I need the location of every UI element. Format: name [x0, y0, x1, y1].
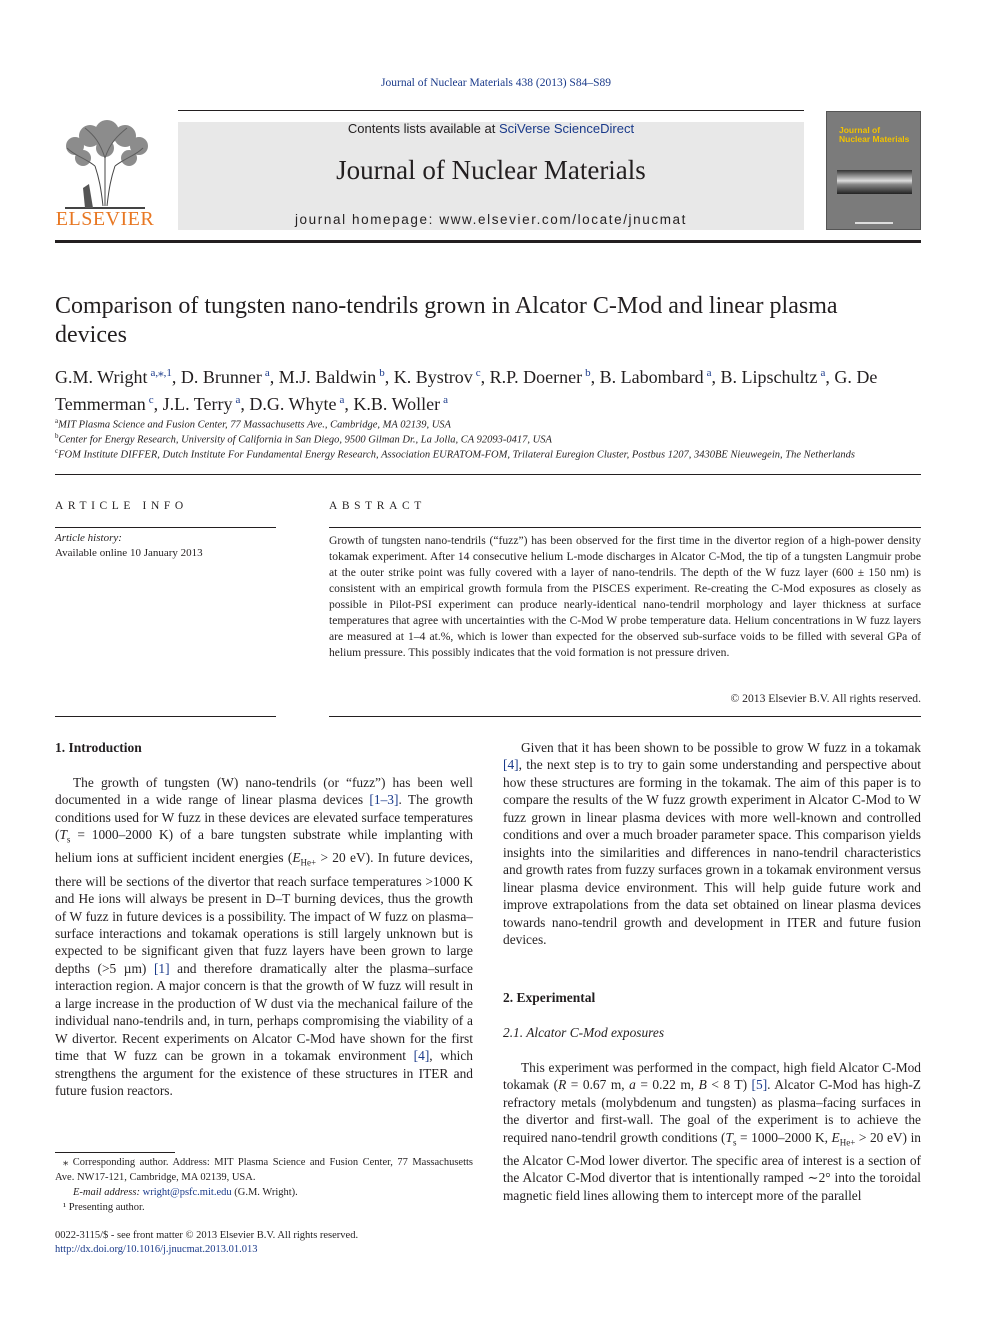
doi-link[interactable]: http://dx.doi.org/10.1016/j.jnucmat.2013.01.013	[55, 1244, 258, 1255]
author-name: D. Brunner	[180, 367, 262, 387]
article-info-rule-top	[55, 527, 276, 528]
homepage-prefix: journal homepage:	[294, 212, 440, 227]
journal-title: Journal of Nuclear Materials	[336, 155, 646, 185]
introduction-heading: 1. Introduction	[55, 740, 142, 755]
presenting-author-footnote: ¹ Presenting author.	[63, 1202, 145, 1213]
affiliation-text: Center for Energy Research, University of California in San Diego, 9500 Gilman Dr., La Jolla, CA 92093-0417, USA	[58, 434, 552, 446]
affiliation-c	[55, 447, 925, 461]
author-affiliation-marker[interactable]: a	[339, 394, 345, 406]
journal-homepage	[178, 212, 804, 227]
issn-line: 0022-3115/$ - see front matter © 2013 Elsevier B.V. All rights reserved.	[55, 1230, 359, 1241]
paragraph-text: > 20 eV) in the Alcator C-Mod lower divertor. The specific area of interest is a section of the Alcator C-Mod divertor that is intentionally ramped ∼2° into the toroidal magnetic field lines allowing them to intercept more of the parallel	[503, 1129, 921, 1203]
contents-line	[178, 121, 804, 136]
abstract-heading: ABSTRACT	[329, 500, 426, 512]
intro-text: The growth of tungsten (W) nano-tendrils (or “fuzz”) has been well documented in a wide range of linear plasma devices	[55, 775, 473, 808]
article-history-label: Article history:	[55, 532, 122, 544]
cover-image	[837, 170, 912, 194]
corresponding-author-footnote: ⁎ Corresponding author. Address: MIT Plasma Science and Fusion Center, 77 Massachusetts Ave. NW17-121, Cambridge, MA 02139, USA.	[55, 1157, 473, 1183]
paragraph-text: . Alcator C-Mod has high-Z refractory metals (molybdenum and tungsten) as plasma–facing surfaces in the divertor and first-wall. The goal of the experiment is to achieve the required nano-tendril growth conditions (	[503, 1077, 921, 1145]
author-affiliation-marker[interactable]: b	[585, 367, 591, 379]
symbol-e: E	[831, 1129, 840, 1145]
intro-text: = 1000–2000 K) of a bare tungsten substrate while implanting with helium ions at sufficient incident energies (	[55, 827, 473, 866]
email-label: E-mail address:	[73, 1187, 143, 1198]
symbol-ts: T	[725, 1129, 733, 1145]
author-affiliation-marker[interactable]: a	[264, 367, 270, 379]
cover-title-line2: Nuclear Materials	[839, 134, 910, 144]
intro-paragraph-2	[503, 739, 921, 948]
affiliation-b	[55, 432, 925, 446]
paragraph-text: = 1000–2000 K,	[736, 1129, 832, 1145]
author-name: K. Bystrov	[393, 367, 473, 387]
author-affiliation-marker[interactable]: a	[820, 367, 826, 379]
journal-cover-thumbnail	[826, 111, 921, 230]
author-affiliation-marker[interactable]: b	[379, 367, 385, 379]
affiliation-text: MIT Plasma Science and Fusion Center, 77 Massachusetts Ave., Cambridge, MA 02139, USA	[58, 419, 451, 431]
intro-text: . The growth conditions used for W fuzz in these devices are elevated surface temperatures (	[55, 792, 473, 843]
cover-title-line1: Journal of	[839, 125, 881, 135]
symbol-ts: T	[59, 827, 67, 843]
cover-footer-mark	[855, 222, 893, 224]
citation-link[interactable]: [4]	[413, 1048, 430, 1064]
author-affiliation-marker[interactable]: a	[706, 367, 712, 379]
symbol-e: E	[292, 850, 301, 866]
experimental-heading: 2. Experimental	[503, 990, 596, 1005]
intro-text: , which strengthens the argument for the existence of these structures in ITER and future fusion reactors.	[55, 1048, 474, 1099]
email-suffix: (G.M. Wright).	[231, 1187, 298, 1198]
symbol-e-sub: He+	[839, 1137, 856, 1148]
author-affiliation-marker[interactable]: c	[475, 367, 481, 379]
symbol-r: R	[558, 1077, 567, 1093]
symbol-ts-sub: s	[732, 1137, 737, 1148]
email-footnote	[55, 1185, 473, 1200]
paragraph-text: < 8 T)	[706, 1077, 752, 1093]
author-name: R.P. Doerner	[489, 367, 583, 387]
author-name: G.M. Wright	[55, 367, 148, 387]
citation-link[interactable]: [1–3]	[369, 792, 399, 808]
abstract-rule-bottom	[329, 716, 921, 717]
cover-title	[839, 126, 919, 144]
affiliation-key: b	[55, 432, 59, 440]
paragraph-text: , the next step is to try to gain some understanding and perspective about how these structures are forming in the tokamak. The aim of this paper is to compare the results of the W fuzz growth experiment in Alcator C-Mod to W fuzz grown in linear plasma devices with more well-known and controlled conditions and over a much broader parameter space. This comparison yields insights into the similarities and differences in nano-tendril characteristics and growth rates from fuzzy surfaces grown in a tokamak environment versus linear plasma device environment. This will help guide future work and improve extrapolations from the data set obtained on linear plasma devices towards nano-tendril growth and development in ITER and future fusion devices.	[503, 757, 921, 947]
affiliation-a	[55, 417, 925, 431]
article-info-rule-bottom	[55, 716, 276, 717]
affiliation-rule	[55, 474, 921, 475]
citation-link[interactable]: [1]	[153, 960, 170, 976]
abstract-text: Growth of tungsten nano-tendrils (“fuzz”) has been observed for the first time in the divertor region of a high-power density tokamak experiment. After 14 consecutive helium L-mode discharges in Alcator C-Mod, the tip of a tungsten Langmuir probe at the outer strike point was fully covered with a layer of nano-tendrils. The depth of the W fuzz layer (600 ± 150 nm) is consistent with an empirical growth formula from the PISCES experiment. Re-creating the C-Mod exposures as closely as possible in Pilot-PSI experiment can produce nearly-identical nano-tendril morphology and layer thickness at surface temperatures that agree with uncertainties with the C-Mod W probe temperature data. Helium concentrations in W fuzz layers are measured at 1–4 at.%, which is lower than expected for the observed sub-surface voids to be filled with several GPa of helium pressure. This possibly indicates that the void formation is not pressure driven.	[329, 534, 921, 659]
paragraph-text: = 0.22 m,	[635, 1077, 699, 1093]
symbol-b: B	[698, 1077, 707, 1093]
author-name: B. Lipschultz	[720, 367, 818, 387]
citation-link[interactable]: [4]	[503, 757, 519, 773]
sciencedirect-link[interactable]: SciVerse ScienceDirect	[498, 121, 635, 136]
contents-prefix: Contents lists available at	[347, 121, 499, 136]
affiliation-key: c	[55, 447, 59, 455]
subsection-heading: 2.1. Alcator C-Mod exposures	[503, 1025, 665, 1040]
paragraph-text: This experiment was performed in the compact, high field Alcator C-Mod tokamak (	[503, 1060, 921, 1093]
author-affiliation-marker[interactable]: a	[235, 394, 241, 406]
author-affiliation-marker[interactable]: a,⁎,1	[150, 367, 172, 379]
citation-link[interactable]: [5]	[751, 1077, 768, 1093]
author-name: J.L. Terry	[162, 394, 233, 414]
paragraph-text: Given that it has been shown to be possible to grow W fuzz in a tokamak	[521, 740, 921, 755]
copyright-notice: © 2013 Elsevier B.V. All rights reserved.	[730, 692, 921, 705]
header-top-rule	[178, 110, 804, 111]
intro-text: and therefore dramatically alter the plasma–surface interaction region. A major concern is that the growth of W fuzz will result in a large increase in the production of W dust via the mechanical failure of the individual nano-tendrils and, in turn, perhaps compromising the viability of a W divertor. Recent experiments on Alcator C-Mod have shown for the first time that W fuzz can be grown in a tokamak environment	[55, 960, 473, 1064]
author-affiliation-marker[interactable]: a	[443, 394, 449, 406]
author-name: K.B. Woller	[353, 394, 441, 414]
symbol-a: a	[629, 1077, 636, 1093]
email-link[interactable]: wright@psfc.mit.edu	[142, 1187, 232, 1198]
header-bottom-rule	[55, 240, 921, 243]
experimental-paragraph	[503, 1059, 921, 1204]
author-name: D.G. Whyte	[249, 394, 337, 414]
author-name: M.J. Baldwin	[278, 367, 377, 387]
available-online-date: Available online 10 January 2013	[55, 547, 203, 559]
footnote-rule	[55, 1152, 175, 1153]
paragraph-text: = 0.67 m,	[566, 1077, 630, 1093]
homepage-url[interactable]: www.elsevier.com/locate/jnucmat	[439, 212, 688, 227]
affiliation-text: FOM Institute DIFFER, Dutch Institute For Fundamental Energy Research, Association EURATOM-FOM, Trilateral Euregion Cluster, Postbus 1207, 3430BE Nieuwegein, The Netherlands	[58, 449, 855, 461]
author-name: B. Labombard	[599, 367, 704, 387]
author-affiliation-marker[interactable]: c	[148, 394, 154, 406]
elsevier-wordmark: ELSEVIER	[55, 208, 155, 230]
intro-text: > 20 eV). In future devices, there will be sections of the divertor that reach surface temperatures >1000 K and He ions will always be present in D–T burning devices, thus the growth of W fuzz in future devices is a possibility. The impact of W fuzz on plasma–surface interactions and tokamak operations is still largely unknown but is expected to be significant given that fuzz layers have been grown to large depths (>5 µm)	[55, 850, 473, 976]
abstract-rule-top	[329, 527, 921, 528]
author-name: G. De Temmerman	[55, 367, 878, 414]
article-title: Comparison of tungsten nano-tendrils grown in Alcator C-Mod and linear plasma devices	[55, 293, 838, 348]
article-info-heading: ARTICLE INFO	[55, 500, 188, 512]
symbol-ts-sub: s	[66, 835, 71, 846]
author-list: G.M. Wright $^{a,⁎,1}$, D. Brunner $^a$, M.J. Baldwin $^b$, K. Bystrov $^c$, R.P. Doerner $^b$, B. Labombard $^a$, B. Lipschultz $^a$, G. De Temmerman $^c$, J.L. Terry $^a$, D.G. Whyte $^a$, K.B. Woller $^a$	[55, 367, 878, 414]
affiliation-key: a	[55, 417, 59, 425]
symbol-e-sub: He+	[300, 858, 317, 869]
introduction-paragraph	[55, 774, 473, 1100]
journal-citation: Journal of Nuclear Materials 438 (2013) S84–S89	[381, 77, 611, 89]
